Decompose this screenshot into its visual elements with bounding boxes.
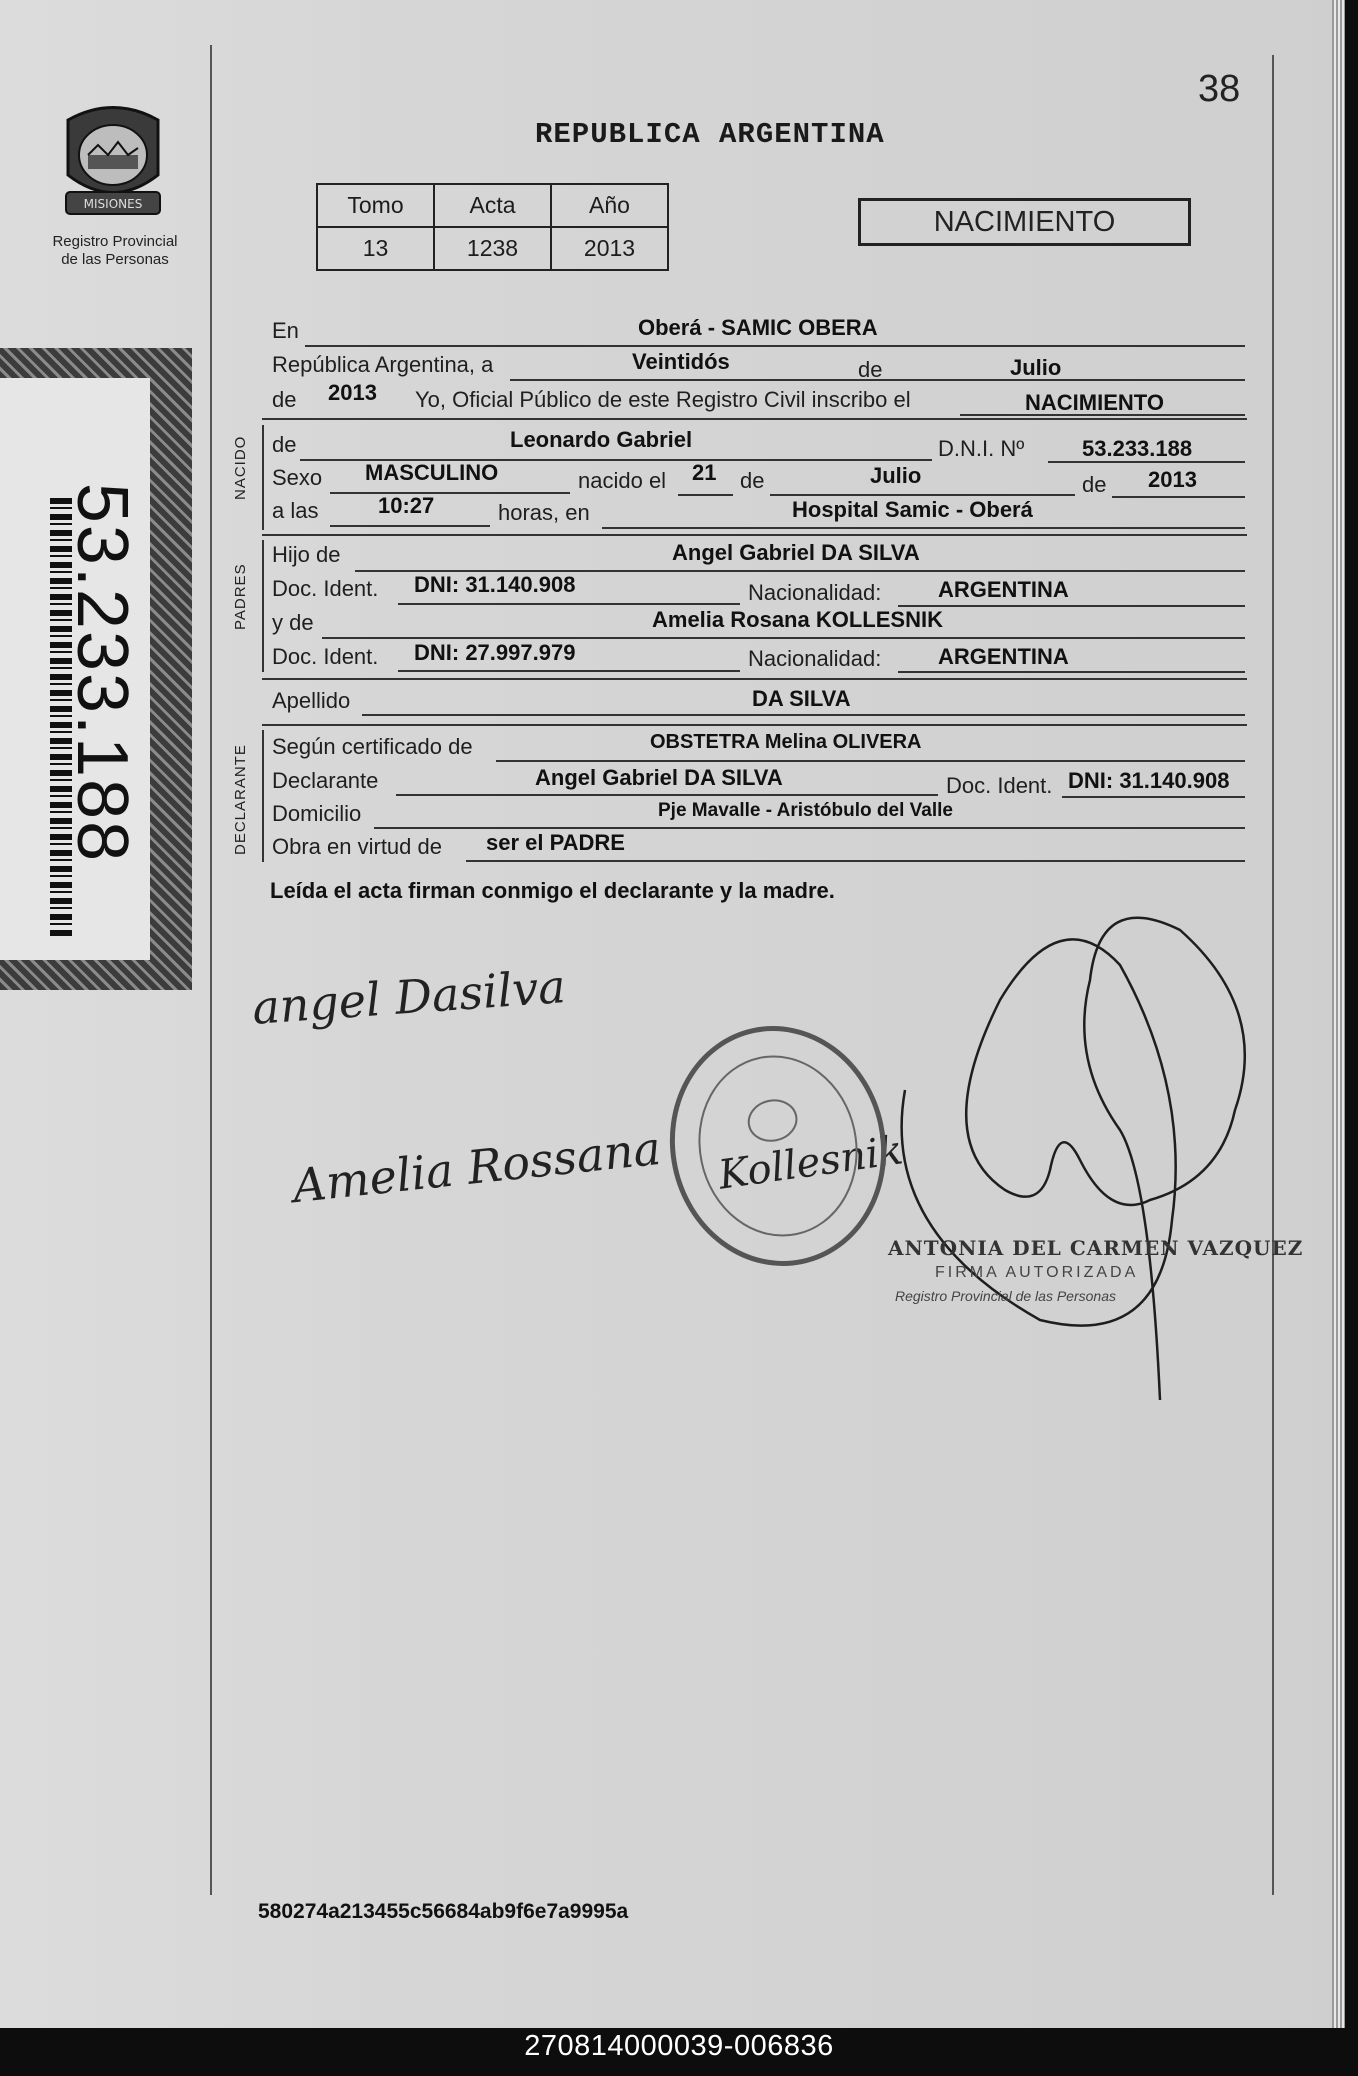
mother-nat-label: Nacionalidad: <box>748 646 882 671</box>
mother-doc-value: DNI: 27.997.979 <box>414 640 576 665</box>
birth-year-value: 2013 <box>1148 467 1197 492</box>
padres-section-label: PADRES <box>232 563 249 630</box>
mother-nat-value: ARGENTINA <box>938 644 1069 669</box>
registry-seal-icon <box>651 1009 905 1284</box>
document-hash: 580274a213455c56684ab9f6e7a9995a <box>258 1900 629 1923</box>
child-name-value: Leonardo Gabriel <box>510 427 693 452</box>
nacido-section-label: NACIDO <box>232 435 249 500</box>
sticker-number: 53.233.188 <box>62 482 142 864</box>
a-las-label: a las <box>272 498 319 523</box>
svg-text:MISIONES: MISIONES <box>83 197 143 211</box>
mother-name-value: Amelia Rosana KOLLESNIK <box>652 607 943 632</box>
country-title: REPUBLICA ARGENTINA <box>535 118 885 151</box>
nacido-de-label: de <box>272 432 297 457</box>
father-nat-label: Nacionalidad: <box>748 580 882 605</box>
obra-label: Obra en virtud de <box>272 834 442 859</box>
official-signature-icon <box>902 918 1245 1400</box>
de-label: de <box>858 357 883 382</box>
tomo-value: 13 <box>317 227 434 270</box>
de-label-2: de <box>740 468 765 493</box>
declarante-label: Declarante <box>272 768 379 793</box>
registry-label-line1: Registro Provincial <box>52 233 178 250</box>
closing-text: Leída el acta firman conmigo el declarante y la madre. <box>270 878 835 903</box>
registry-label-line2: de las Personas <box>61 251 169 268</box>
domicilio-value: Pje Mavalle - Aristóbulo del Valle <box>658 800 953 821</box>
official-stamp-name: ANTONIA DEL CARMEN VAZQUEZ <box>888 1236 1304 1260</box>
year-value: 2013 <box>328 380 377 405</box>
de-label-3: de <box>1082 472 1107 497</box>
tomo-header: Tomo <box>317 184 434 227</box>
declarante-doc-value: DNI: 31.140.908 <box>1068 768 1230 793</box>
child-dni-value: 53.233.188 <box>1082 436 1193 461</box>
birth-place-value: Hospital Samic - Oberá <box>792 497 1033 522</box>
sexo-value: MASCULINO <box>365 460 499 485</box>
dni-label: D.N.I. Nº <box>938 436 1025 461</box>
anio-value: 2013 <box>551 227 668 270</box>
declarante-section-label: DECLARANTE <box>232 744 249 855</box>
sexo-label: Sexo <box>272 465 323 490</box>
birth-month-value: Julio <box>870 463 922 488</box>
place-value: Oberá - SAMIC OBERA <box>638 315 878 340</box>
official-stamp-line2: FIRMA AUTORIZADA <box>935 1264 1139 1281</box>
cert-label: Según certificado de <box>272 734 473 759</box>
cert-value: OBSTETRA Melina OLIVERA <box>650 731 922 753</box>
footer-code: 270814000039-006836 <box>524 2030 834 2062</box>
time-value: 10:27 <box>378 493 435 518</box>
en-label: En <box>272 318 299 343</box>
month-value: Julio <box>1010 355 1062 380</box>
father-doc-value: DNI: 31.140.908 <box>414 572 576 597</box>
acta-header: Acta <box>434 184 551 227</box>
y-de-label: y de <box>272 610 314 635</box>
mother-signature-surname: Kollesnik <box>715 1127 906 1199</box>
act-type-box: NACIMIENTO <box>858 198 1191 246</box>
hijo-de-label: Hijo de <box>272 542 341 567</box>
father-nat-value: ARGENTINA <box>938 577 1069 602</box>
mother-signature: Amelia Rossana <box>290 1120 664 1214</box>
official-stamp-line3: Registro Provincial de las Personas <box>895 1288 1116 1304</box>
oficial-text: Yo, Oficial Público de este Registro Civil inscribo el <box>415 387 911 412</box>
domicilio-label: Domicilio <box>272 801 362 826</box>
nacido-el-label: nacido el <box>578 468 667 493</box>
act-value: NACIMIENTO <box>1025 390 1164 415</box>
page-number: 38 <box>1198 68 1241 110</box>
mother-doc-label: Doc. Ident. <box>272 644 379 669</box>
anio-header: Año <box>551 184 668 227</box>
father-doc-label: Doc. Ident. <box>272 576 379 601</box>
birth-day-value: 21 <box>692 460 717 485</box>
republica-label: República Argentina, a <box>272 352 494 377</box>
declarante-value: Angel Gabriel DA SILVA <box>535 765 783 790</box>
apellido-label: Apellido <box>272 688 351 713</box>
year-prefix-label: de <box>272 387 297 412</box>
day-words-value: Veintidós <box>632 349 730 374</box>
father-name-value: Angel Gabriel DA SILVA <box>672 540 920 565</box>
declarant-signature: angel Dasilva <box>250 959 568 1035</box>
declarante-doc-label: Doc. Ident. <box>946 773 1053 798</box>
horas-label: horas, en <box>498 500 590 525</box>
obra-value: ser el PADRE <box>486 830 625 855</box>
apellido-value: DA SILVA <box>752 686 851 711</box>
acta-value: 1238 <box>434 227 551 270</box>
